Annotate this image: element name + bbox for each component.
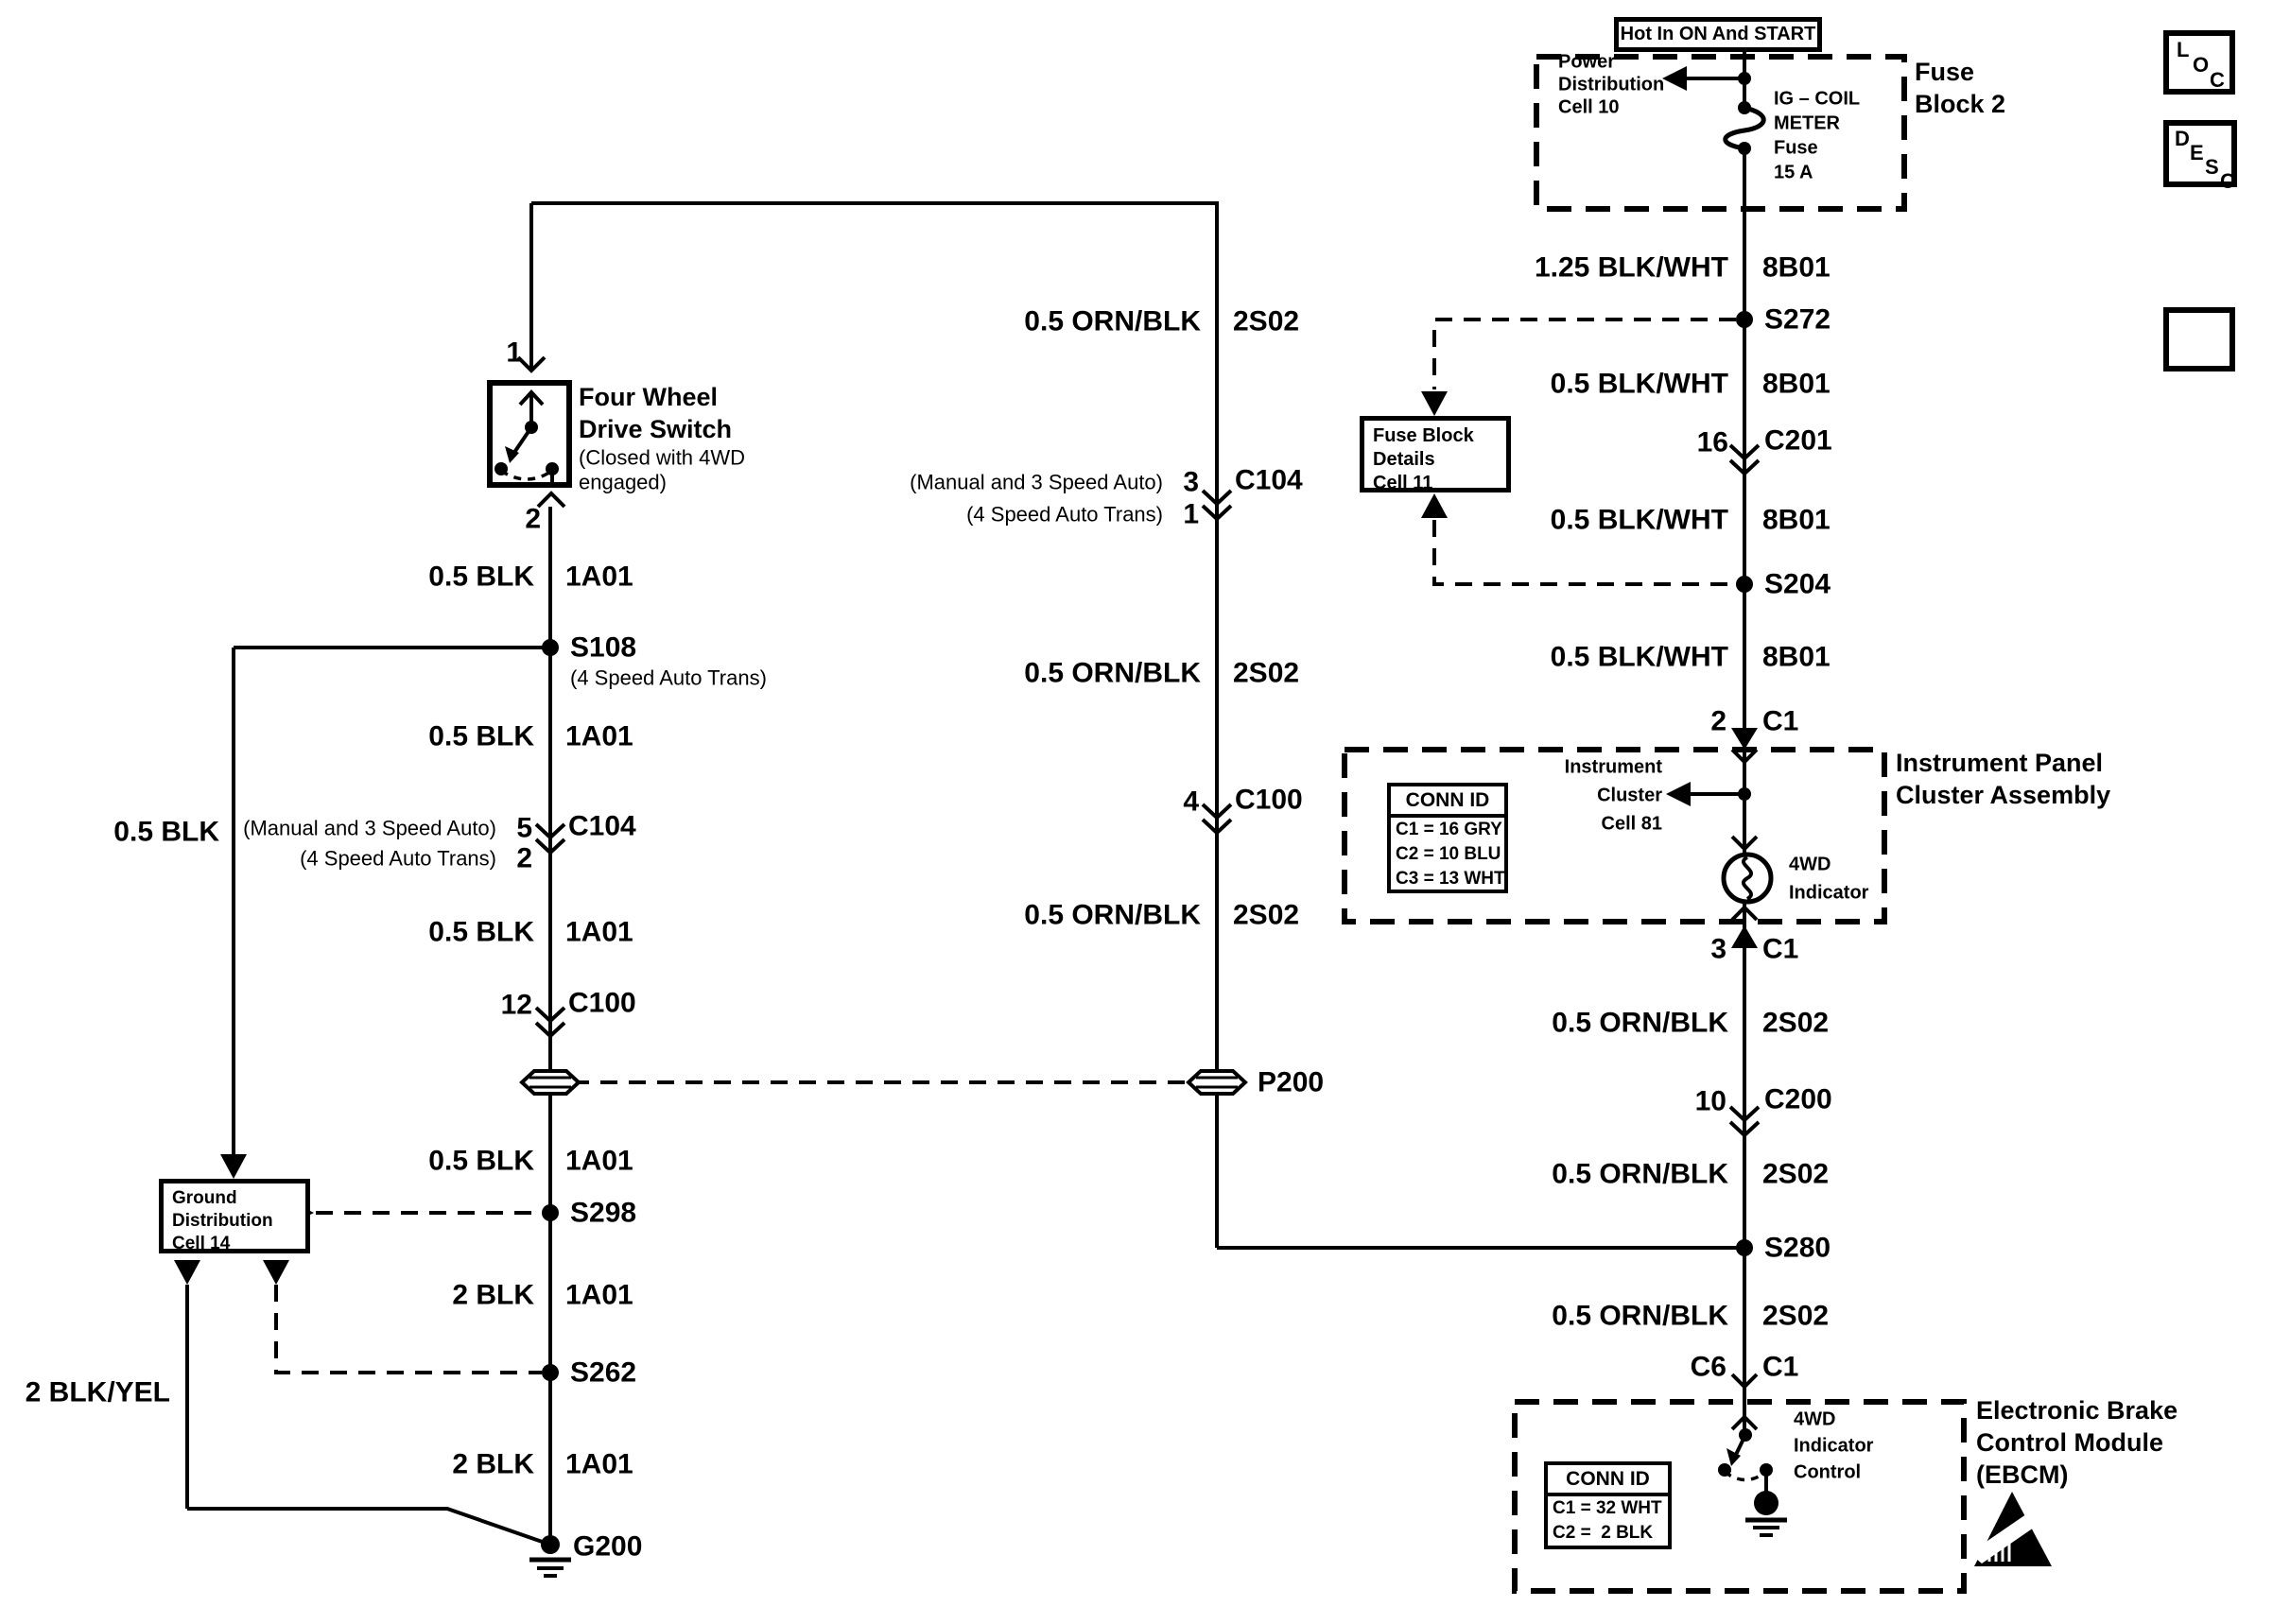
connector-label: C1 <box>1762 1351 1799 1383</box>
conn-id-title: CONN ID <box>1548 1465 1668 1496</box>
circuit-number: 1A01 <box>565 561 633 593</box>
wire-gauge: 0.5 BLK <box>428 720 534 752</box>
fuse-details-l3: Cell 11 <box>1373 473 1433 493</box>
splice-s204 <box>1736 576 1753 593</box>
fuse-terminal-top <box>1738 101 1751 114</box>
indicator-lamp-icon <box>1724 855 1771 902</box>
lamp-label: Indicator <box>1789 882 1869 904</box>
loc-button[interactable] <box>2163 30 2235 95</box>
pin-number: 3 <box>1183 466 1199 498</box>
circuit-number: 1A01 <box>565 1279 633 1311</box>
splice-s298 <box>542 1204 559 1221</box>
pin-number: 2 <box>516 842 532 874</box>
wire-gauge: 0.5 ORN/BLK <box>1552 1300 1728 1332</box>
esd-warning-icon <box>1969 1492 2052 1566</box>
splice-label: S272 <box>1764 303 1831 336</box>
ebcm-name: Control Module <box>1976 1427 2163 1457</box>
splice-label: S298 <box>570 1197 637 1229</box>
wire-gauge: 0.5 BLK <box>113 816 219 848</box>
connector-label: C100 <box>1235 784 1303 816</box>
fuse-details-l1: Fuse Block <box>1373 425 1474 446</box>
wire-gauge: 0.5 ORN/BLK <box>1024 899 1201 931</box>
desc-letter: D <box>2175 127 2190 150</box>
arrow-gnddist-left-icon <box>174 1260 200 1285</box>
circuit-number: 1A01 <box>565 1145 633 1177</box>
arrow-into-details-top-icon <box>1421 391 1448 416</box>
grommet-p200-icon <box>1189 1071 1245 1094</box>
ebcm-ground-terminal <box>1754 1491 1778 1515</box>
conn-id-row: C2 = 10 BLU <box>1396 844 1501 864</box>
ebcm-control-label: Control <box>1794 1461 1862 1483</box>
connector-note: (Manual and 3 Speed Auto) <box>910 470 1163 494</box>
ipc-name: Cluster Assembly <box>1896 780 2111 809</box>
fuse-terminal-bottom <box>1738 142 1751 155</box>
circuit-number: 2S02 <box>1762 1158 1830 1190</box>
arrow-c1-out-icon <box>1731 925 1758 948</box>
splice-s262 <box>542 1364 559 1381</box>
ground-dist-l3: Cell 14 <box>172 1234 231 1253</box>
connector-label: C201 <box>1764 424 1832 457</box>
splice-label: S262 <box>570 1356 637 1389</box>
wire-gauge: 0.5 ORN/BLK <box>1024 305 1201 337</box>
ebcm-name: Electronic Brake <box>1976 1395 2178 1425</box>
splice-s280 <box>1736 1239 1753 1256</box>
wire-gauge: 0.5 BLK/WHT <box>1550 504 1728 536</box>
wire-gauge: 2 BLK/YEL <box>25 1376 170 1408</box>
pin-number: 2 <box>1710 705 1726 737</box>
connector-label: C1 <box>1762 933 1799 965</box>
grommet-label: P200 <box>1258 1066 1325 1098</box>
conn-switch-pin2-icon <box>538 493 564 507</box>
wires <box>187 52 1766 1545</box>
circuit-number: 8B01 <box>1762 251 1831 284</box>
wire-gauge: 0.5 BLK <box>428 1145 534 1177</box>
hot-label: Hot In ON And START <box>1620 24 1816 44</box>
connector-note: (4 Speed Auto Trans) <box>300 846 496 871</box>
desc-letter: E <box>2190 141 2204 164</box>
circuit-number: 2S02 <box>1762 1007 1830 1039</box>
fuse-name: METER <box>1774 112 1840 134</box>
switch-name: Drive Switch <box>579 414 733 443</box>
loc-letter: C <box>2210 68 2225 92</box>
arrowheads <box>174 66 1758 1466</box>
connector-label: C200 <box>1764 1083 1832 1115</box>
circuit-number: 1A01 <box>565 720 633 752</box>
conn-id-row: C3 = 13 WHT <box>1396 869 1505 889</box>
grommet-left-icon <box>522 1071 579 1094</box>
power-dist-ref[interactable]: Distribution <box>1558 74 1665 95</box>
circuit-number: 8B01 <box>1762 641 1831 673</box>
desc-letter: S <box>2205 155 2219 179</box>
fuse-block2-name: Fuse <box>1915 57 1975 86</box>
connector-label: C1 <box>1762 705 1799 737</box>
ground-dist-refbox[interactable] <box>159 1179 310 1253</box>
ebcm-name: (EBCM) <box>1976 1460 2069 1489</box>
conn-id-row: C1 = 16 GRY <box>1396 820 1502 839</box>
loc-letter: L <box>2177 38 2190 61</box>
hot-in-on-start-box <box>1614 17 1822 52</box>
connector-note: (Manual and 3 Speed Auto) <box>243 816 496 840</box>
splice-label: S108 <box>570 631 637 664</box>
power-dist-ref[interactable]: Cell 10 <box>1558 96 1620 118</box>
switch-name: Four Wheel <box>579 382 718 411</box>
power-dist-ref[interactable]: Power <box>1558 51 1616 73</box>
circuit-number: 8B01 <box>1762 504 1831 536</box>
arrow-to-power-dist-icon <box>1662 66 1687 91</box>
wire-gauge: 0.5 BLK/WHT <box>1550 641 1728 673</box>
switch-contact-top <box>525 421 538 434</box>
circuit-number: 8B01 <box>1762 368 1831 400</box>
splice-dots <box>495 72 1778 1554</box>
pin-number: 5 <box>516 812 532 844</box>
pin-number: 16 <box>1696 426 1728 458</box>
splice-s272 <box>1736 311 1753 328</box>
fuse-details-l2: Details <box>1373 449 1435 470</box>
pin-number: 1 <box>1183 498 1199 530</box>
circuit-number: 1A01 <box>565 916 633 948</box>
switch-closed-position-arc <box>501 471 552 479</box>
arrow-into-details-bottom-icon <box>1421 493 1448 518</box>
ground-g200-terminal <box>541 1535 560 1554</box>
conn-id-row: C2 = 2 BLK <box>1553 1523 1654 1543</box>
back-button[interactable] <box>2163 307 2235 371</box>
switch-note: (Closed with 4WD <box>579 445 746 470</box>
ebcm-control-label: 4WD <box>1794 1408 1836 1430</box>
cluster-ref[interactable]: Cluster <box>1597 785 1662 806</box>
wire-gauge: 0.5 BLK/WHT <box>1550 368 1728 400</box>
fuse-block2-name: Block 2 <box>1915 89 2006 118</box>
pin-number: 1 <box>506 337 522 369</box>
ebcm-contact-left <box>1718 1463 1731 1477</box>
pin-number: 2 <box>525 503 541 535</box>
ebcm-contact-top <box>1739 1428 1752 1442</box>
ebcm-conn-id-table <box>1544 1461 1672 1549</box>
pin-number: 4 <box>1183 786 1199 818</box>
switch-note: engaged) <box>579 470 667 494</box>
splice-s108 <box>542 639 559 656</box>
pin-number: 12 <box>500 989 532 1021</box>
wire-gauge: 0.5 ORN/BLK <box>1024 657 1201 689</box>
cluster-ref[interactable]: Cell 81 <box>1601 813 1662 835</box>
arrow-gnddist-right-icon <box>263 1260 289 1285</box>
wire-2blkyel-to-g200 <box>187 1509 550 1545</box>
desc-letter: C <box>2220 169 2235 193</box>
ipc-name: Instrument Panel <box>1896 748 2104 777</box>
ground-dist-l1: Ground <box>172 1188 237 1208</box>
circuit-number: 2S02 <box>1233 657 1300 689</box>
loc-letter: O <box>2193 53 2210 77</box>
connector-label: C100 <box>568 987 636 1019</box>
connector-label: C104 <box>568 810 636 842</box>
pin-number: 10 <box>1694 1085 1726 1117</box>
splice-note: (4 Speed Auto Trans) <box>570 665 767 690</box>
conn-id-row: C1 = 32 WHT <box>1553 1498 1662 1518</box>
fuse-rating: 15 A <box>1774 162 1813 183</box>
wire-gauge: 0.5 ORN/BLK <box>1552 1007 1728 1039</box>
fuse-name: IG – COIL <box>1774 88 1861 110</box>
arrow-to-cluster-icon <box>1666 782 1691 806</box>
wire-gauge: 2 BLK <box>452 1279 534 1311</box>
fuse-name: Fuse <box>1774 137 1818 159</box>
splice-label: S204 <box>1764 568 1831 600</box>
wire-gauge: 1.25 BLK/WHT <box>1534 251 1728 284</box>
lamp-label: 4WD <box>1789 854 1831 875</box>
circuit-number: 2S02 <box>1762 1300 1830 1332</box>
arrow-c1-in-icon <box>1731 728 1758 750</box>
pin-number: 3 <box>1710 933 1726 965</box>
switch-contact-left <box>495 462 508 475</box>
pin-number: C6 <box>1690 1351 1726 1383</box>
ipc-conn-id-table <box>1387 783 1508 893</box>
circuit-number: 2S02 <box>1233 305 1300 337</box>
conn-id-title: CONN ID <box>1391 786 1504 818</box>
ground-label: G200 <box>573 1530 643 1563</box>
switch-contact-right <box>546 462 559 475</box>
ebcm-switch-arc <box>1725 1472 1766 1480</box>
connector-label: C104 <box>1235 464 1303 496</box>
wire-gauge: 2 BLK <box>452 1448 534 1480</box>
wire-gauge: 0.5 BLK <box>428 561 534 593</box>
splice-label: S280 <box>1764 1232 1831 1264</box>
circuit-number: 1A01 <box>565 1448 633 1480</box>
wire-gauge: 0.5 ORN/BLK <box>1552 1158 1728 1190</box>
connector-note: (4 Speed Auto Trans) <box>966 502 1163 527</box>
ground-dist-l2: Distribution <box>172 1211 273 1231</box>
fuse-details-refbox[interactable] <box>1360 416 1511 492</box>
ebcm-contact-right <box>1760 1463 1773 1477</box>
wire-gauge: 0.5 BLK <box>428 916 534 948</box>
desc-button[interactable] <box>2163 120 2237 193</box>
ebcm-control-label: Indicator <box>1794 1435 1874 1457</box>
junction-cluster-ref <box>1738 787 1751 801</box>
junction-power-dist <box>1738 72 1751 85</box>
arrow-into-gnddist-icon <box>220 1154 247 1179</box>
circuit-number: 2S02 <box>1233 899 1300 931</box>
cluster-ref[interactable]: Instrument <box>1564 756 1662 778</box>
